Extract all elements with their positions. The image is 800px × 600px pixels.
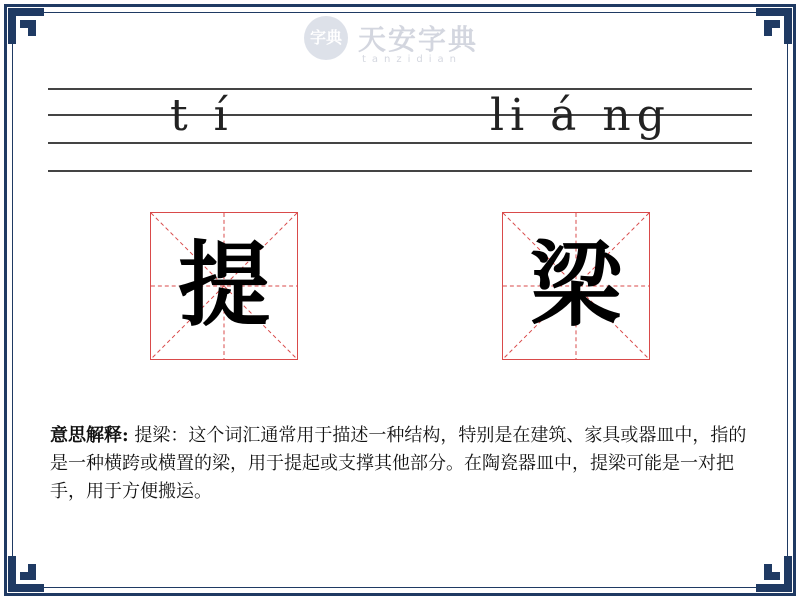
corner-ornament-icon	[754, 6, 794, 46]
corner-ornament-icon	[6, 6, 46, 46]
corner-ornament-icon	[6, 554, 46, 594]
character-2: 梁	[529, 232, 622, 339]
logo-seal-icon: 字典	[304, 16, 348, 60]
pinyin-1: t í	[170, 90, 234, 141]
logo-title: 天安字典	[358, 23, 479, 56]
meaning-paragraph	[50, 422, 750, 506]
corner-ornament-icon	[754, 554, 794, 594]
character-grid-1	[150, 212, 298, 360]
meaning-label: 意思解释:	[50, 425, 129, 446]
pinyin-2: li á ng	[490, 90, 671, 141]
logo-subtitle: tanzidian	[362, 54, 463, 65]
character-1: 提	[177, 232, 270, 339]
watermark-logo	[300, 14, 500, 70]
character-grid-2	[502, 212, 650, 360]
meaning-text: 提梁：这个词汇通常用于描述一种结构，特别是在建筑、家具或器皿中，指的是一种横跨或横置的梁，用于提起或支撑其他部分。在陶瓷器皿中，提梁可能是一对把手，用于方便搬运。	[50, 425, 747, 502]
